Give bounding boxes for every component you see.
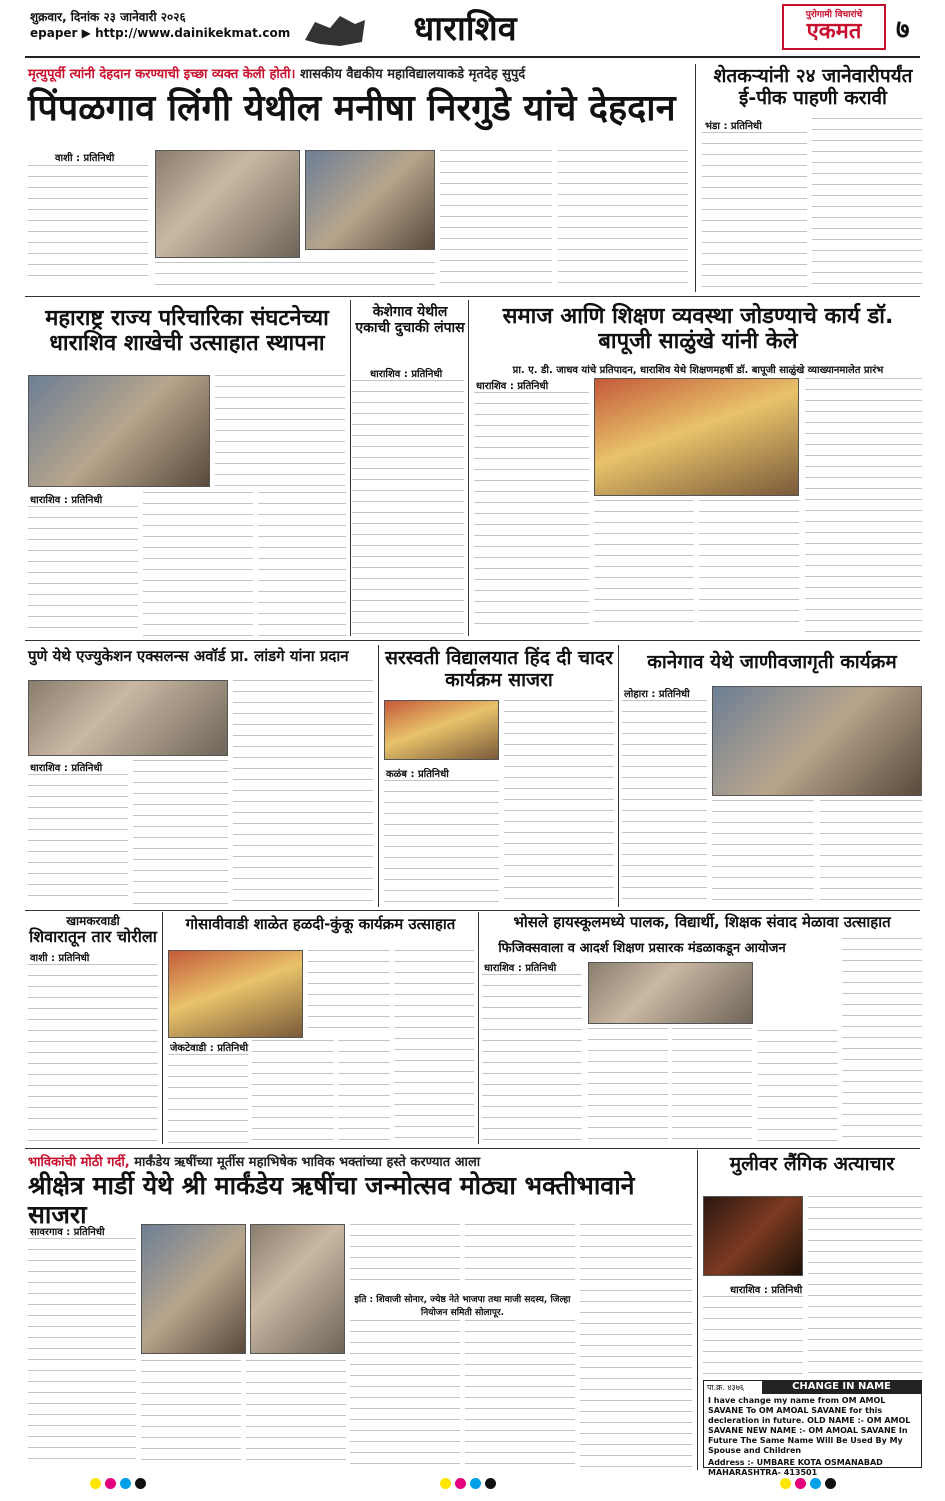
story3-headline[interactable]: महाराष्ट्र राज्य परिचारिका संघटनेच्या धाराशिव शाखेची उत्साहात स्थापना (45, 306, 329, 357)
story3-body-col1 (28, 506, 138, 636)
story5-byline: धाराशिव : प्रतिनिधी (476, 381, 549, 392)
story5-body-col2 (594, 500, 694, 632)
black-dot-icon (485, 1478, 496, 1489)
story1-body-col2 (440, 150, 552, 285)
cyan-dot-icon (120, 1478, 131, 1489)
story12-kicker-black: मार्कंडेय ऋषींच्या मूर्तीस महाभिषेक भाविक भक्तांच्या हस्ते करण्यात आला (134, 1155, 481, 1170)
story12-photo2 (250, 1224, 345, 1354)
epaper-url[interactable]: epaper ▶ http://www.dainikekmat.com (30, 26, 291, 40)
notice-address: Address :- UMBARE KOTA OSMANABAD MAHARASHTRA- 413501 (708, 1458, 883, 1477)
registration-marks-center (440, 1478, 496, 1489)
change-of-name-notice (703, 1380, 922, 1477)
story11-subhead: फिजिक्सवाला व आदर्श शिक्षण प्रसारक मंडळाकडून आयोजन (498, 941, 786, 956)
story13-photo (703, 1196, 803, 1276)
story3-byline: धाराशिव : प्रतिनिधी (30, 495, 103, 506)
story5-headline[interactable]: समाज आणि शिक्षण व्यवस्था जोडण्याचे कार्य डॉ. बापूजी साळुंखे यांनी केले (502, 304, 894, 355)
story12-body-col7 (465, 1320, 575, 1468)
story11-photo (588, 962, 753, 1024)
story1-photo (155, 150, 300, 258)
story11-body-col5 (842, 938, 922, 1144)
story2-headline[interactable]: शेतकऱ्यांनी २४ जानेवारीपर्यंत ई-पीक पाहणी करावी (713, 65, 913, 109)
story12-photo (141, 1224, 246, 1354)
epaper-label: epaper (30, 26, 78, 40)
story10-body-col4 (338, 1040, 390, 1144)
story7-byline: कळंब : प्रतिनिधी (386, 769, 449, 780)
story8-body-col3 (820, 800, 922, 904)
brand-tagline: पुरोगामी विचारांचे (805, 10, 863, 20)
story13-body-col2 (703, 1296, 803, 1376)
story12-body-col6 (350, 1320, 460, 1468)
story11-headline[interactable]: भोसले हायस्कूलमध्ये पालक, विद्यार्थी, शिक्षक संवाद मेळावा उत्साहात (513, 913, 891, 931)
story13-byline: धाराशिव : प्रतिनिधी (730, 1285, 803, 1296)
story12-body-col3 (246, 1360, 346, 1468)
brand-name: एकमत (806, 19, 862, 44)
story5-photo (594, 378, 799, 496)
story1-kicker-black: शासकीय वैद्यकीय महाविद्यालयाकडे मृतदेह सुपुर्द (299, 67, 526, 82)
story1-photo2 (305, 150, 435, 250)
divider (350, 300, 351, 636)
story8-body-col2 (712, 800, 814, 904)
story11-body-col4 (758, 1030, 838, 1144)
story4-byline: धाराशिव : प्रतिनिधी (370, 369, 443, 380)
story1-headline[interactable]: पिंपळगाव लिंगी येथील मनीषा निरगुडे यांचे देहदान (28, 88, 676, 129)
story1-kicker (28, 64, 678, 82)
story8-byline: लोहारा : प्रतिनिधी (624, 689, 690, 700)
story12-body-col2 (141, 1360, 241, 1468)
divider (478, 912, 479, 1144)
story9-body (28, 964, 158, 1144)
magenta-dot-icon (455, 1478, 466, 1489)
url-text[interactable]: http://www.dainikekmat.com (95, 26, 291, 40)
story7-photo (384, 700, 499, 760)
story7-body-col1 (504, 700, 614, 760)
story6-byline: धाराशिव : प्रतिनिधी (30, 763, 103, 774)
story9-kicker: खामकरवाडी (66, 914, 120, 928)
story3-body-col3 (215, 375, 345, 487)
magenta-dot-icon (795, 1478, 806, 1489)
story10-byline: जेकटेवाडी : प्रतिनिधी (170, 1043, 249, 1054)
story12-body-col5 (465, 1224, 575, 1289)
divider (618, 645, 619, 907)
divider (162, 912, 163, 1144)
story6-photo (28, 680, 228, 756)
story7-headline[interactable]: सरस्वती विद्यालयात हिंद दी चादर कार्यक्रम साजरा (385, 647, 613, 691)
yellow-dot-icon (780, 1478, 791, 1489)
story10-body-col2 (252, 1040, 334, 1144)
story3-body-col4 (258, 492, 346, 636)
story8-photo (712, 686, 922, 796)
brand-logo (782, 4, 886, 50)
story8-body-col1 (622, 700, 707, 904)
story7-body-col3 (504, 766, 614, 904)
story5-body-col4 (805, 378, 922, 632)
story11-body-col2 (588, 1028, 668, 1144)
story1-body-col4 (155, 262, 435, 287)
notice-ref: पा.क्र. ४३७६ (707, 1383, 745, 1392)
divider (695, 64, 696, 292)
story2-body-col2 (812, 118, 922, 292)
registration-marks-left (90, 1478, 146, 1489)
yellow-dot-icon (440, 1478, 451, 1489)
story5-subhead: प्रा. ए. डी. जाधव यांचे प्रतिपादन, धाराशिव येथे शिक्षणमहर्षी डॉ. बापूजी साळुंखे व्याख्यानमालेत प्रारंभ (512, 365, 884, 376)
story4-headline[interactable]: केशेगाव येथील एकाची दुचाकी लंपास (355, 304, 465, 337)
cyan-dot-icon (810, 1478, 821, 1489)
story3-body-col2 (143, 492, 253, 636)
story2-body-col1 (702, 132, 807, 292)
story12-body-col1 (28, 1238, 136, 1468)
story6-body-col2 (133, 760, 228, 904)
edition-title: धाराशिव (413, 9, 517, 49)
story10-body-col5 (394, 950, 474, 1144)
story5-body-col3 (699, 500, 799, 632)
divider (378, 645, 379, 907)
story6-body-col3 (233, 680, 373, 904)
story12-headline[interactable]: श्रीक्षेत्र मार्डी येथे श्री मार्कंडेय ऋषींचा जन्मोत्सव मोठ्या भक्तीभावाने साजरा (28, 1171, 635, 1229)
divider (697, 1150, 698, 1470)
divider (25, 910, 920, 911)
cyan-dot-icon (470, 1478, 481, 1489)
story10-photo (168, 950, 303, 1038)
story7-body-col2 (384, 780, 499, 904)
story12-byline: सावरगाव : प्रतिनिधी (30, 1227, 105, 1238)
magenta-dot-icon (105, 1478, 116, 1489)
story9-byline: वाशी : प्रतिनिधी (30, 953, 90, 964)
story2-byline: भंडा : प्रतिनिधी (705, 121, 762, 132)
story10-body-col3 (308, 950, 390, 1038)
story10-headline[interactable]: गोसावीवाडी शाळेत हळदी-कुंकू कार्यक्रम उत्साहात (185, 915, 456, 933)
black-dot-icon (135, 1478, 146, 1489)
issue-date: शुक्रवार, दिनांक २३ जानेवारी २०२६ (30, 10, 186, 24)
story11-body-col3 (672, 1028, 752, 1144)
story1-kicker-red: मृत्युपूर्वी त्यांनी देहदान करण्याची इच्छा व्यक्त केली होती। (28, 67, 296, 82)
divider (468, 300, 469, 636)
divider (25, 296, 920, 297)
story12-kicker (28, 1152, 688, 1170)
story12-kicker-red: भाविकांची मोठी गर्दी, (28, 1155, 130, 1170)
story13-headline[interactable]: मुलीवर लैंगिक अत्याचार (729, 1153, 895, 1175)
story10-body-col1 (168, 1054, 248, 1144)
divider (25, 1148, 920, 1149)
story1-body-col1 (28, 165, 148, 285)
yellow-dot-icon (90, 1478, 101, 1489)
story13-body-col1 (808, 1196, 922, 1376)
story5-body-col1 (474, 392, 589, 632)
story1-byline: वाशी : प्रतिनिधी (55, 153, 115, 164)
story8-headline[interactable]: कानेगाव येथे जाणीवजागृती कार्यक्रम (647, 651, 897, 673)
notice-body: I have change my name from OM AMOL SAVANE To OM AMOAL SAVANE for this decleration in future. OLD NAME :- OM AMOL SAVANE NEW NAME :- OM AMOAL SAVANE In Future The Same Name Will Be Used By My Spouse and Children (708, 1396, 911, 1455)
story6-headline[interactable]: पुणे येथे एज्युकेशन एक्सलन्स अवॉर्ड प्रा. लांडगे यांना प्रदान (28, 647, 349, 665)
story4-body-col1 (352, 380, 464, 636)
story3-photo (28, 375, 210, 487)
map-emblem (300, 10, 370, 50)
story1-body-col3 (558, 150, 688, 285)
story9-headline[interactable]: शिवारातून तार चोरीला (29, 927, 157, 946)
story6-body-col1 (28, 774, 128, 904)
story11-byline: धाराशिव : प्रतिनिधी (484, 963, 557, 974)
story12-caption: इति : शिवाजी सोनार, ज्येष्ठ नेते भाजपा तथा माजी सदस्य, जिल्हा नियोजन समिती सोलापूर. (354, 1295, 571, 1318)
header-rule (25, 56, 920, 58)
story12-body-col4 (350, 1224, 460, 1289)
divider (25, 640, 920, 641)
registration-marks-right (780, 1478, 836, 1489)
story11-body-col1 (482, 974, 582, 1144)
page-number: ७ (896, 15, 910, 45)
story12-body-col8 (580, 1224, 692, 1468)
black-dot-icon (825, 1478, 836, 1489)
notice-title: CHANGE IN NAME (762, 1381, 921, 1394)
